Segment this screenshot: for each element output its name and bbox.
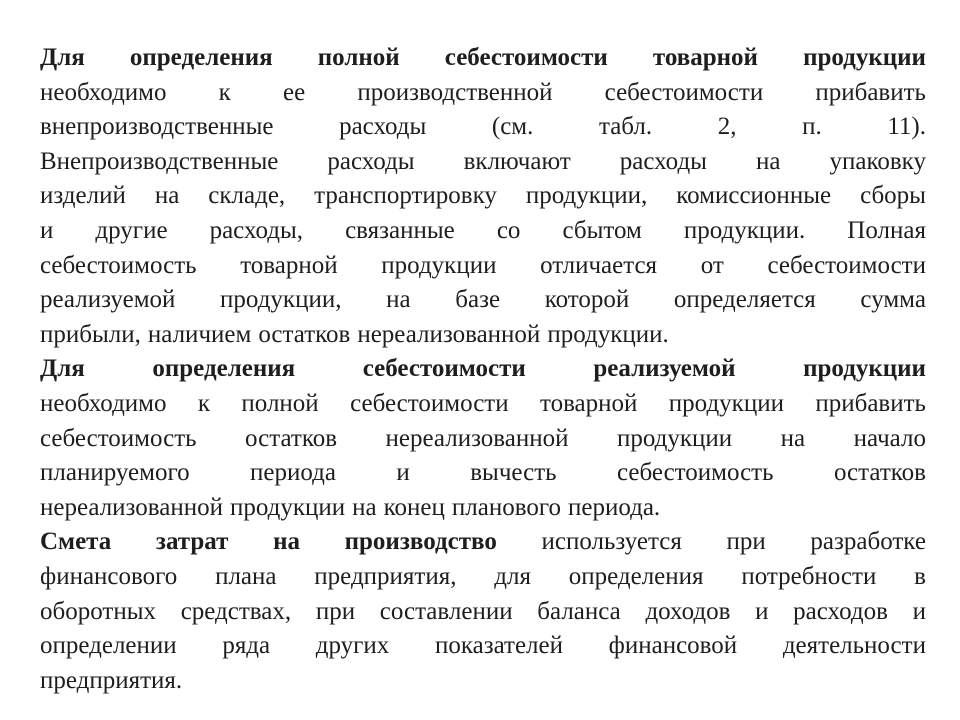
text-line (40, 525, 926, 560)
word: сборы (860, 182, 926, 210)
text-line (40, 387, 926, 422)
word: включают (463, 147, 571, 175)
word: товарной (539, 389, 638, 417)
word: себестоимости (350, 389, 509, 417)
word: необходимо (40, 389, 167, 417)
word: со (496, 216, 521, 244)
word: на (756, 147, 781, 175)
word: себестоимость (616, 459, 774, 487)
word: показателей (434, 632, 563, 660)
word: полной (241, 389, 319, 417)
word: продукции. (683, 216, 806, 244)
word: сбытом (562, 216, 642, 244)
word: продукции (617, 424, 733, 452)
word: остатков (245, 424, 338, 452)
word: Полная (847, 216, 926, 244)
word: ряда (222, 632, 271, 660)
paragraph-3 (40, 525, 926, 698)
word: продукции (229, 493, 346, 521)
bold-word: продукции (803, 44, 926, 71)
word: планируемого (40, 459, 190, 487)
word: на (780, 424, 806, 452)
word: предприятия, (314, 562, 457, 590)
bold-word: производство (344, 528, 497, 556)
word: периода (250, 459, 336, 487)
word: себестоимость (40, 251, 197, 279)
text-line (40, 491, 926, 526)
bold-word: определения (152, 355, 296, 383)
text-body (40, 41, 926, 698)
word: и (912, 597, 926, 625)
word: расходов (793, 597, 888, 625)
word: прибыли, (40, 320, 141, 348)
word: плана (215, 562, 277, 590)
word: продукции, (220, 286, 342, 314)
word: товарной (240, 251, 338, 279)
word: и (40, 216, 54, 244)
word: нереализованной (385, 424, 569, 452)
word: финансового (40, 562, 178, 590)
word: средствах, (180, 597, 292, 625)
word: п. (802, 113, 822, 141)
word: других (315, 632, 390, 660)
text-line (40, 560, 926, 595)
word: табл. (598, 113, 653, 141)
paragraph-2 (40, 352, 926, 525)
word: реализуемой (40, 286, 176, 314)
word: Внепроизводственные (40, 147, 279, 175)
text-line (40, 422, 926, 457)
word: в (914, 562, 926, 590)
word: периода. (567, 493, 661, 521)
word: изделий (40, 182, 126, 210)
word: продукции (668, 389, 784, 417)
word: продукции. (547, 320, 669, 348)
bold-word: реализуемой (593, 355, 736, 383)
word: ее (282, 78, 306, 106)
bold-word: полной (317, 44, 400, 71)
word: себестоимость (40, 424, 197, 452)
bold-word: Для (40, 355, 85, 383)
word: транспортировку (314, 182, 497, 210)
word: остатков (258, 320, 351, 348)
word: расходы, (209, 216, 304, 244)
word: расходы (339, 113, 427, 141)
word: на (154, 182, 180, 210)
word: базе (455, 286, 501, 314)
text-line (40, 283, 926, 318)
text-line (40, 214, 926, 249)
word: финансовой (608, 632, 738, 660)
word: прибавить (815, 78, 926, 106)
text-line (40, 629, 926, 664)
text-line (40, 595, 926, 630)
word: разработке (810, 528, 926, 556)
word: определяется (673, 286, 816, 314)
word: к (197, 389, 211, 417)
word: нереализованной (357, 320, 541, 348)
word: нереализованной (40, 493, 223, 521)
word: определения (568, 562, 704, 590)
bold-word: себестоимости (444, 44, 608, 71)
word: оборотных (40, 597, 156, 625)
word: баланса (537, 597, 621, 625)
word: доходов (645, 597, 731, 625)
text-line (40, 76, 926, 111)
word: остатков (833, 459, 926, 487)
word: себестоимости (604, 78, 764, 106)
word: конец (383, 493, 445, 521)
text-line (40, 456, 926, 491)
word: предприятия. (40, 666, 183, 694)
word: для (494, 562, 531, 590)
text-line (40, 318, 926, 353)
word: наличием (147, 320, 252, 348)
word: внепроизводственные (40, 113, 274, 141)
word: 11). (887, 113, 926, 141)
word: другие (95, 216, 168, 244)
text-line (40, 179, 926, 214)
bold-word: на (273, 528, 300, 556)
word: себестоимости (767, 251, 926, 279)
word: расходы (619, 147, 707, 175)
word: деятельности (782, 632, 926, 660)
text-line (40, 664, 926, 699)
word: при (315, 597, 356, 625)
word: упаковку (829, 147, 926, 175)
word: которой (544, 286, 630, 314)
word: вычесть (470, 459, 557, 487)
text-line (40, 145, 926, 180)
word: связанные (345, 216, 455, 244)
word: и (396, 459, 410, 487)
word: составлении (379, 597, 513, 625)
word: необходимо (40, 78, 167, 106)
word: продукции, (525, 182, 648, 210)
word: комиссионные (676, 182, 832, 210)
text-line (40, 352, 926, 387)
bold-word: себестоимости (362, 355, 526, 383)
word: и (755, 597, 769, 625)
word: планового (451, 493, 561, 521)
bold-word: затрат (155, 528, 229, 556)
word: потребности (741, 562, 877, 590)
word: используется (541, 528, 682, 556)
word: прибавить (815, 389, 926, 417)
text-line (40, 41, 926, 76)
text-line (40, 110, 926, 145)
paragraph-1 (40, 41, 926, 352)
bold-word: товарной (652, 44, 758, 71)
bold-word: определения (129, 44, 273, 71)
word: на (386, 286, 411, 314)
word: к (218, 78, 231, 106)
word: (см. (491, 113, 534, 141)
word: начало (853, 424, 926, 452)
word: от (700, 251, 724, 279)
word: продукции (381, 251, 497, 279)
word: 2, (717, 113, 737, 141)
word: сумма (860, 286, 926, 314)
word: расходы (327, 147, 415, 175)
word: складе, (208, 182, 286, 210)
bold-word: Для (40, 44, 85, 71)
word: на (352, 493, 377, 521)
word: при (726, 528, 766, 556)
word: производственной (357, 78, 553, 106)
bold-word: продукции (803, 355, 926, 383)
word: отличается (540, 251, 658, 279)
bold-word: Смета (40, 528, 112, 556)
text-line (40, 249, 926, 284)
word: определении (40, 632, 177, 660)
